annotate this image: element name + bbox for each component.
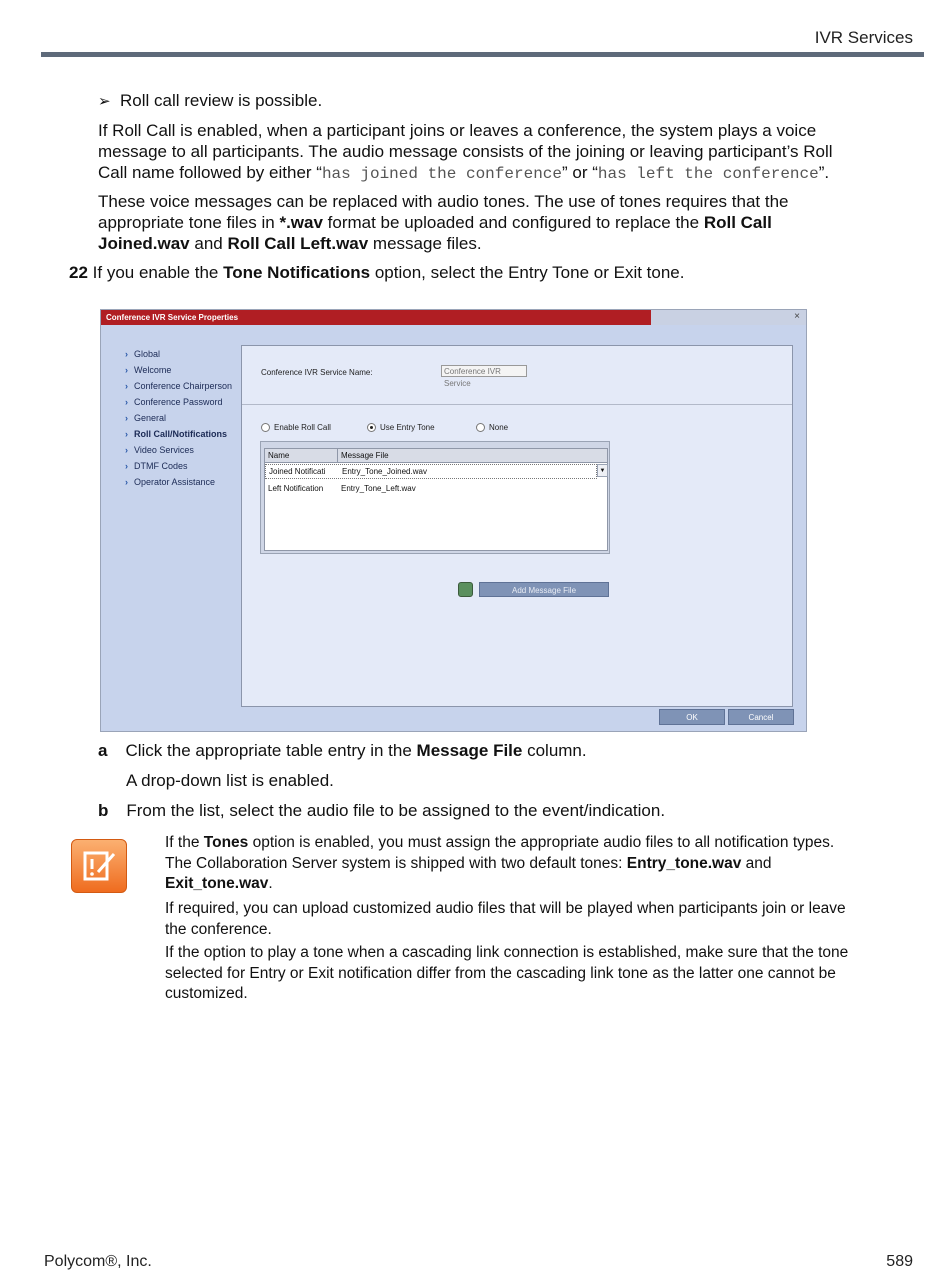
roll-call-paragraph: If Roll Call is enabled, when a participant joins or leaves a conference, the system plays a voice message to all participants. The audio message consists of the joining or leaving participant’s Roll Call name followed by either “has joined the conference” or “has left the conference”. <box>98 121 833 183</box>
chevron-right-icon: › <box>125 397 128 407</box>
bullet-item: ➢ Roll call review is possible. <box>98 91 323 110</box>
message-table-frame <box>260 441 610 554</box>
step-b: b From the list, select the audio file to be assigned to the event/indication. <box>98 801 666 820</box>
nav-item-roll-call[interactable]: › Roll Call/Notifications <box>125 429 228 439</box>
radio-icon <box>261 423 270 432</box>
radio-selected-icon <box>367 423 376 432</box>
table-row[interactable] <box>265 482 605 497</box>
chevron-right-icon: › <box>125 365 128 375</box>
nav-item-password[interactable]: › Conference Password <box>125 397 223 407</box>
column-header-message-file[interactable]: Message File <box>338 449 607 463</box>
table-row[interactable] <box>265 464 597 479</box>
header-rule <box>41 52 924 57</box>
cell-message-file[interactable]: Entry_Tone_Joined.wav <box>342 467 427 476</box>
message-file-table <box>264 448 608 551</box>
running-header: IVR Services <box>814 28 913 47</box>
note-icon <box>71 839 127 893</box>
chevron-right-icon: › <box>125 477 128 487</box>
code-left: has left the conference <box>597 165 819 183</box>
step-a: a Click the appropriate table entry in the Message File column. <box>98 741 587 760</box>
divider <box>242 404 792 405</box>
nav-item-chairperson[interactable]: › Conference Chairperson <box>125 381 233 391</box>
arrow-bullet-icon: ➢ <box>98 93 111 110</box>
radio-use-entry-tone[interactable]: Use Entry Tone <box>367 423 435 432</box>
ivr-properties-dialog <box>100 309 807 732</box>
chevron-right-icon: › <box>125 413 128 423</box>
cell-name: Joined Notificati <box>269 467 326 476</box>
tones-paragraph: These voice messages can be replaced with audio tones. The use of tones requires that the appropriate tone files in *.wav format be uploaded and configured to replace the Roll Call Joined.wav and Roll Call Left.wav message files. <box>98 192 789 253</box>
title-bar-tail <box>651 310 806 325</box>
step-22: 22 If you enable the Tone Notifications option, select the Entry Tone or Exit tone. <box>69 263 685 282</box>
service-name-label: Conference IVR Service Name: <box>261 368 373 377</box>
nav-item-operator[interactable]: › Operator Assistance <box>125 477 216 487</box>
chevron-right-icon: › <box>125 461 128 471</box>
radio-enable-roll-call[interactable]: Enable Roll Call <box>261 423 331 432</box>
cancel-button[interactable]: Cancel <box>728 709 794 725</box>
cell-name: Left Notification <box>268 484 324 493</box>
step-a-result: A drop-down list is enabled. <box>126 771 334 790</box>
nav-item-video[interactable]: › Video Services <box>125 445 194 455</box>
close-icon[interactable]: × <box>794 311 800 322</box>
code-joined: has joined the conference <box>321 165 562 183</box>
note-paragraph-3: If the option to play a tone when a cascading link connection is established, make sure that the tone selected for Entry or Exit notification differ from the cascading link tone as the latter one cannot be customized. <box>165 944 849 1002</box>
nav-item-global[interactable]: › Global <box>125 349 161 359</box>
dialog-title-bar: Conference IVR Service Properties <box>101 310 806 325</box>
nav-item-welcome[interactable]: › Welcome <box>125 365 172 375</box>
add-file-icon[interactable] <box>458 582 473 597</box>
radio-icon <box>476 423 485 432</box>
settings-panel <box>241 345 793 707</box>
service-name-input[interactable]: Conference IVR Service <box>441 365 527 377</box>
chevron-right-icon: › <box>125 381 128 391</box>
column-header-name[interactable]: Name <box>265 449 338 463</box>
note-paragraph-2: If required, you can upload customized audio files that will be played when participants join or leave the conference. <box>165 900 846 938</box>
add-message-file-button[interactable]: Add Message File <box>479 582 609 597</box>
ok-button[interactable]: OK <box>659 709 725 725</box>
chevron-right-icon: › <box>125 445 128 455</box>
page-number: 589 <box>886 1253 913 1270</box>
footer-company: Polycom®, Inc. <box>44 1253 152 1270</box>
chevron-right-icon: › <box>125 349 128 359</box>
dropdown-arrow-icon[interactable]: ▼ <box>597 464 608 477</box>
chevron-right-icon: › <box>125 429 128 439</box>
cell-message-file[interactable]: Entry_Tone_Left.wav <box>341 484 416 493</box>
note-paragraph-1: If the Tones option is enabled, you must assign the appropriate audio files to all notification types. The Collaboration Server system is shipped with two default tones: Entry_tone.wav and Exit_tone.wav. <box>165 834 835 892</box>
nav-item-general[interactable]: › General <box>125 413 167 423</box>
radio-none[interactable]: None <box>476 423 508 432</box>
nav-item-dtmf[interactable]: › DTMF Codes <box>125 461 188 471</box>
